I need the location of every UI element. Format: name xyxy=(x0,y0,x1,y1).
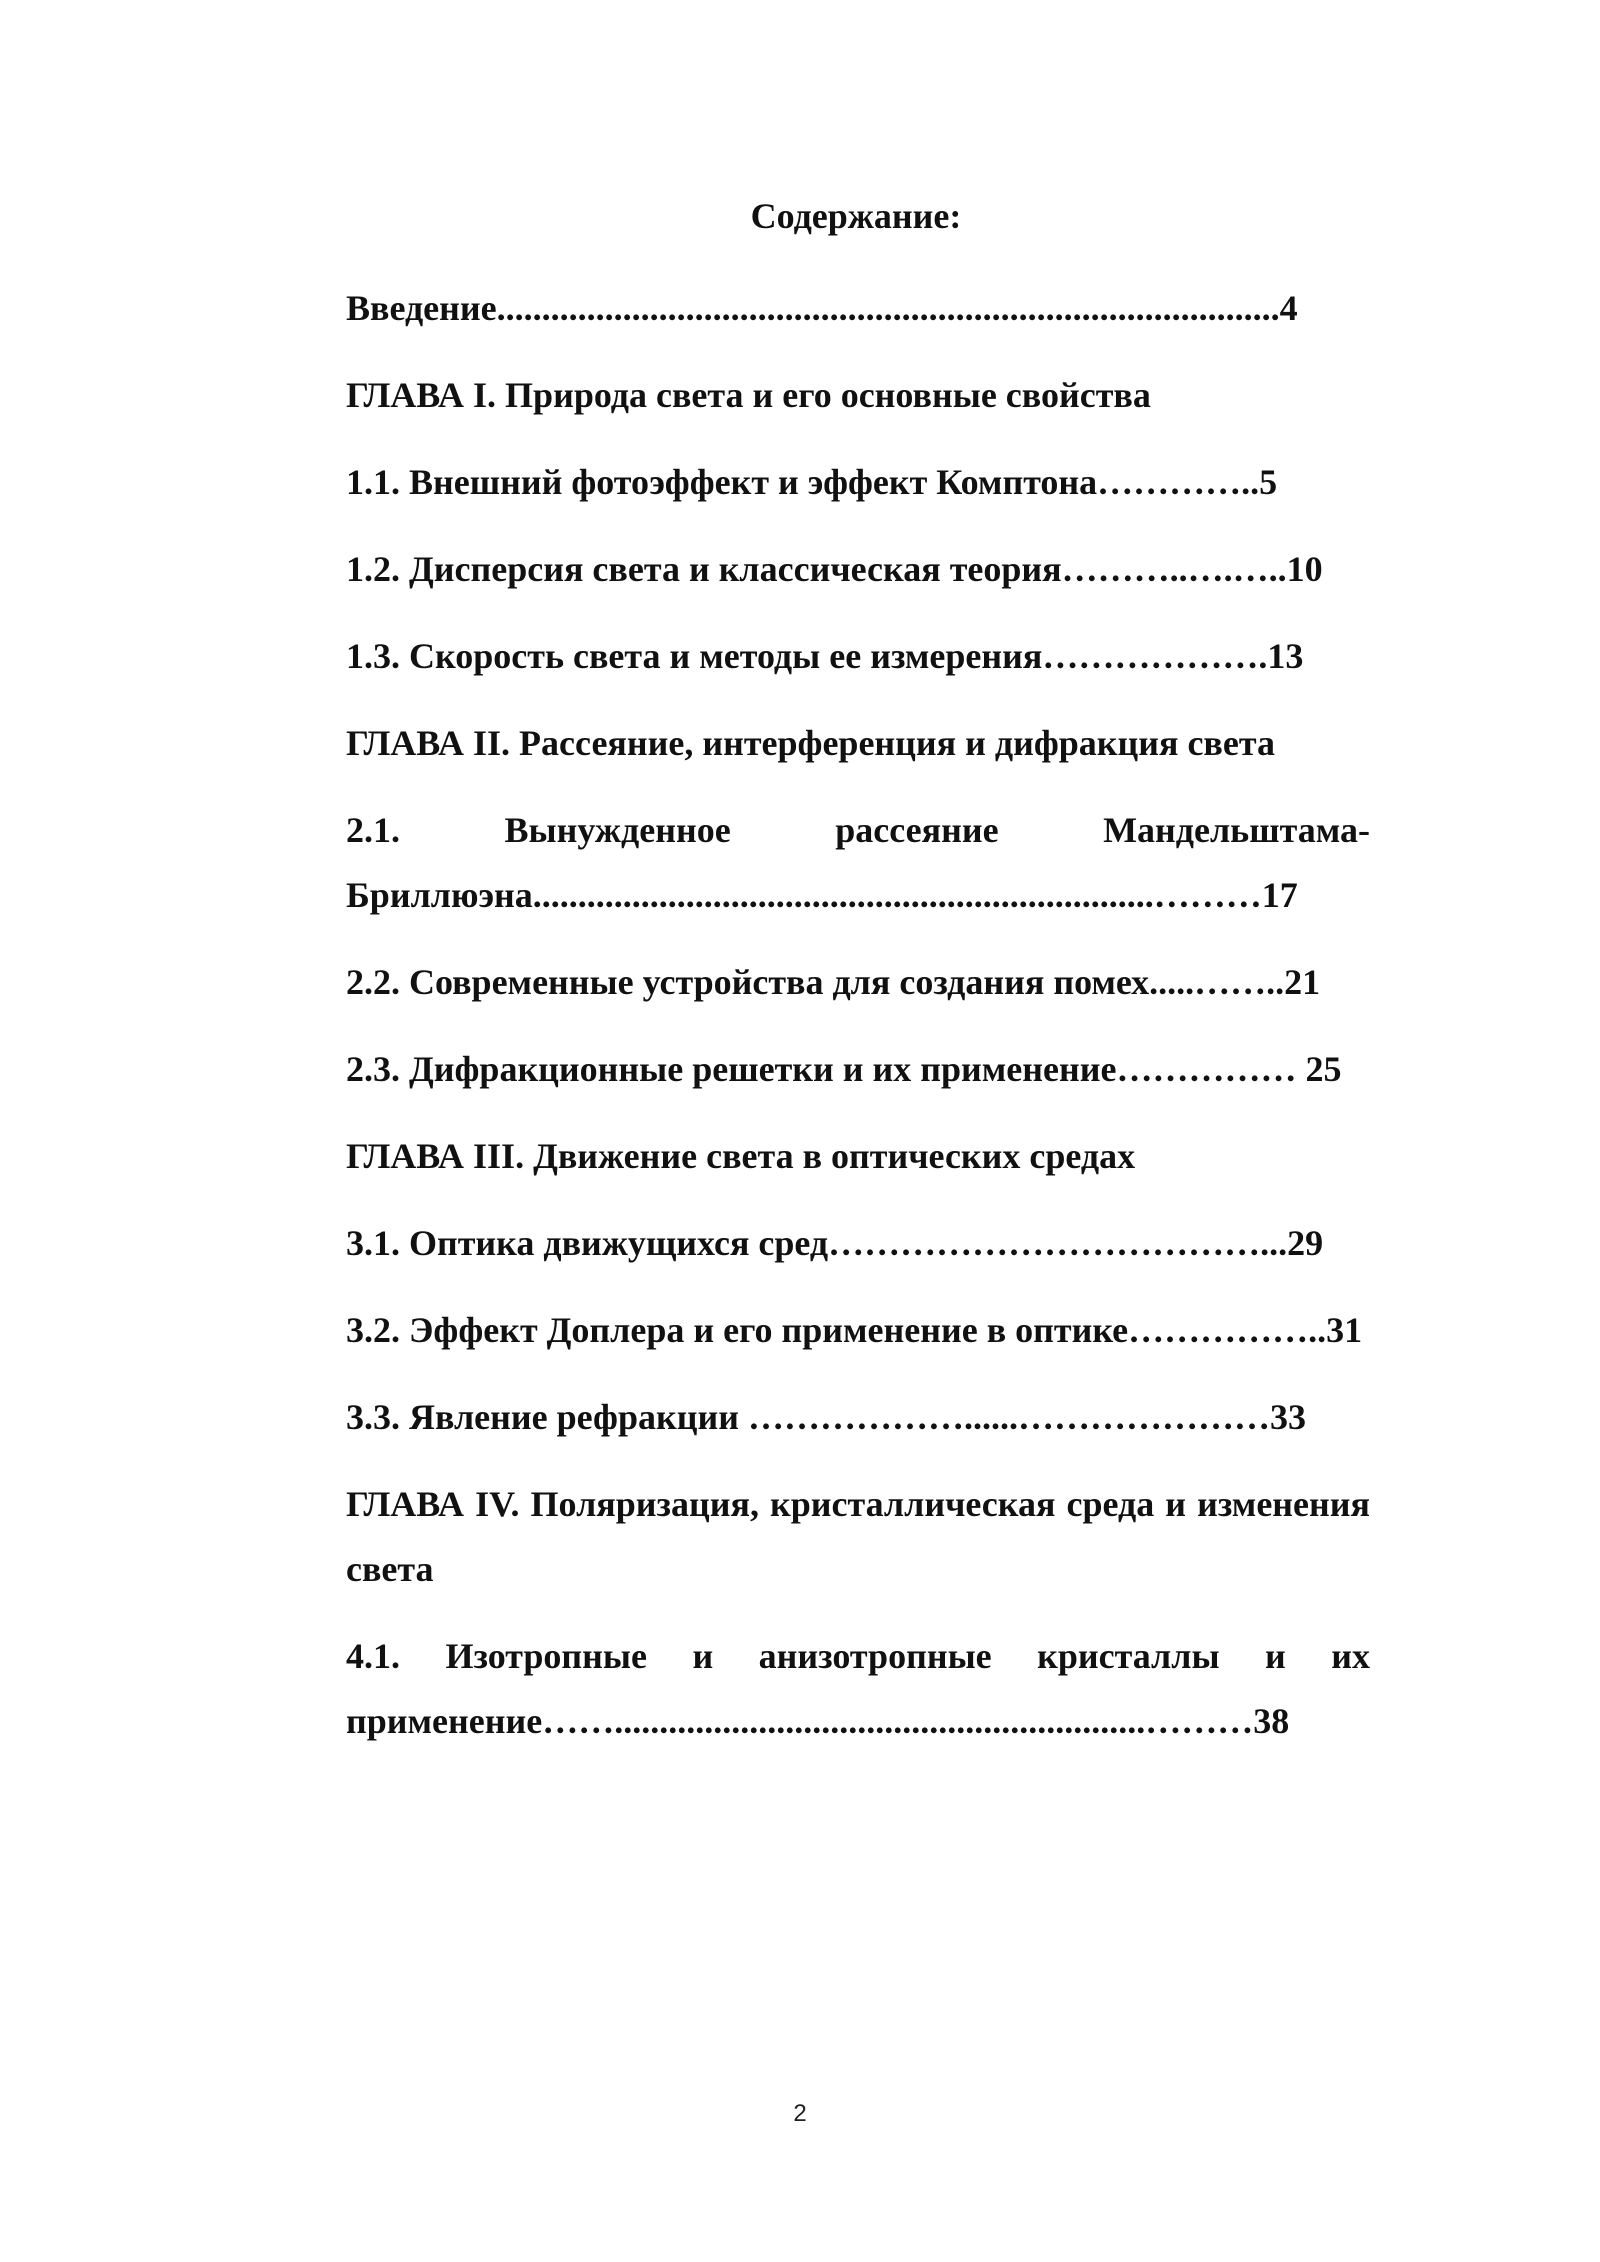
toc-entry-4-1: 4.1. Изотропные и анизотропные кристаллы и их применение……...........................................................………38 xyxy=(346,1636,1370,1741)
toc-title: Содержание: xyxy=(750,196,962,236)
table-of-contents xyxy=(346,276,1370,1776)
toc-entry-3-1: 3.1. Оптика движущихся сред………………………………...29 xyxy=(346,1223,1324,1263)
toc-chapter-3: ГЛАВА III. Движение света в оптических средах xyxy=(346,1136,1136,1176)
toc-entry-2-3: 2.3. Дифракционные решетки и их применение…………… 25 xyxy=(346,1049,1342,1089)
toc-entry-3-3: 3.3. Явление рефракции ………………......…………………33 xyxy=(346,1397,1306,1437)
toc-entry-1-2: 1.2. Дисперсия света и классическая теория………..….…..10 xyxy=(346,549,1323,589)
toc-chapter-1: ГЛАВА I. Природа света и его основные свойства xyxy=(346,375,1151,415)
toc-entry-2-2: 2.2. Современные устройства для создания помех.....……..21 xyxy=(346,962,1321,1002)
toc-entry-3-2: 3.2. Эффект Доплера и его применение в оптике……………..31 xyxy=(346,1310,1363,1350)
toc-chapter-4: ГЛАВА IV. Поляризация, кристаллическая среда и изменения света xyxy=(346,1484,1370,1589)
page-number: 2 xyxy=(793,2100,807,2127)
toc-entry-1-3: 1.3. Скорость света и методы ее измерения……………….13 xyxy=(346,636,1304,676)
toc-entry-introduction: Введение.......................................................................................4 xyxy=(346,288,1298,328)
toc-entry-1-1: 1.1. Внешний фотоэффект и эффект Комптона…………..5 xyxy=(346,462,1278,502)
toc-entry-2-1: 2.1. Вынужденное рассеяние Мандельштама-Бриллюэна.....................................................................………17 xyxy=(346,810,1370,915)
toc-chapter-2: ГЛАВА II. Рассеяние, интерференция и дифракция света xyxy=(346,723,1275,763)
